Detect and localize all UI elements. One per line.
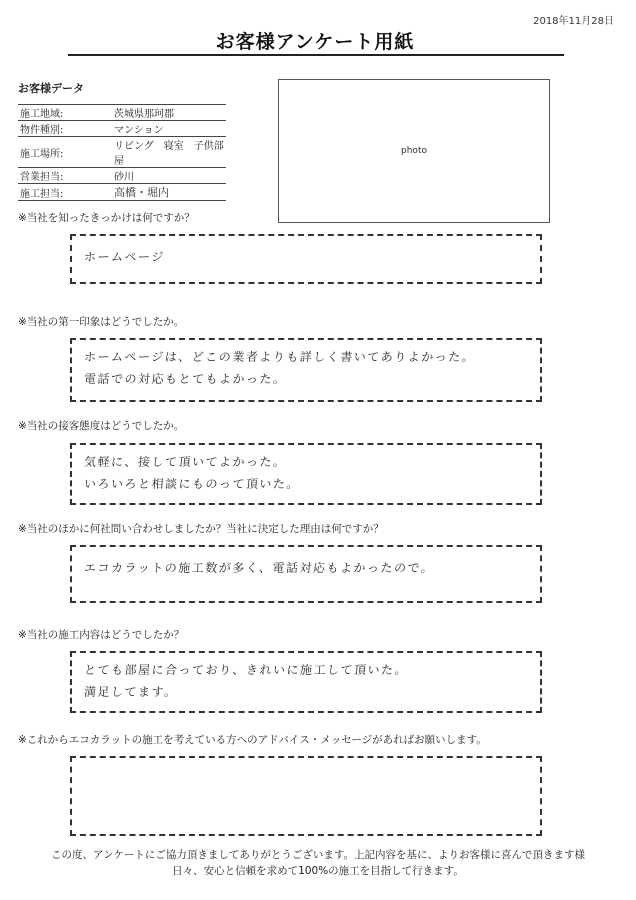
- answer-box-1: [70, 234, 542, 284]
- field-label: 営業担当:: [18, 168, 96, 184]
- page-title: お客様アンケート用紙: [215, 31, 415, 53]
- field-value: 砂川: [96, 168, 226, 184]
- footer-line-1: この度、アンケートにご協力頂きましてありがとうございます。上記内容を基に、よりお客様に喜んで頂きます様: [50, 849, 586, 861]
- answer-box-2: [70, 338, 542, 402]
- table-row: [18, 168, 226, 184]
- footer-line-2: 日々、安心と信頼を求めて100%の施工を目指して行きます。: [172, 865, 464, 877]
- question-6: ※これからエコカラットの施工を考えている方へのアドバイス・メッセージがあればお願いします。: [18, 734, 487, 746]
- field-value-handwritten: 高橋・堀内: [96, 184, 226, 201]
- answer-line: ホームページ: [83, 250, 166, 264]
- answer-box-5: [70, 651, 542, 713]
- field-label: 施工担当:: [18, 184, 96, 201]
- customer-data-heading: お客様データ: [18, 82, 84, 95]
- field-label: 物件種別:: [18, 121, 96, 137]
- question-2: ※当社の第一印象はどうでしたか。: [18, 316, 185, 328]
- answer-line: とても部屋に合っており、きれいに施工して頂いた。: [83, 663, 409, 677]
- answer-box-4: [70, 545, 542, 603]
- table-row: [18, 184, 226, 201]
- answer-box-6: [70, 756, 542, 836]
- answer-line: ホームページは、どこの業者よりも詳しく書いてありよかった。: [83, 350, 476, 364]
- field-value: マンション: [96, 121, 226, 137]
- answer-line: 電話での対応もとてもよかった。: [83, 372, 288, 386]
- photo-placeholder: [278, 79, 550, 223]
- question-1: ※当社を知ったきっかけは何ですか？: [18, 212, 195, 224]
- photo-label: photo: [401, 146, 427, 156]
- question-3: ※当社の接客態度はどうでしたか。: [18, 420, 185, 432]
- answer-box-3: [70, 443, 542, 505]
- table-row: [18, 105, 226, 121]
- title-underline: [68, 54, 564, 56]
- field-value: 茨城県那珂郡: [96, 105, 226, 121]
- footer-message: [18, 847, 618, 879]
- field-label: 施工地域:: [18, 105, 96, 121]
- survey-date: 2018年11月28日: [533, 16, 614, 27]
- customer-data-table: [18, 104, 226, 201]
- answer-line: エコカラットの施工数が多く、電話対応もよかったので。: [83, 561, 435, 575]
- answer-line: 満足してます。: [83, 685, 179, 699]
- table-row: [18, 137, 226, 168]
- answer-line: いろいろと相談にものって頂いた。: [83, 477, 301, 491]
- question-5: ※当社の施工内容はどうでしたか？: [18, 629, 185, 641]
- question-4: ※当社のほかに何社問い合わせしましたか？当社に決定した理由は何ですか？: [18, 523, 384, 535]
- field-value: リビング 寝室 子供部屋: [96, 137, 226, 168]
- answer-line: 気軽に、接して頂いてよかった。: [83, 455, 288, 469]
- field-label: 施工場所:: [18, 137, 96, 168]
- table-row: [18, 121, 226, 137]
